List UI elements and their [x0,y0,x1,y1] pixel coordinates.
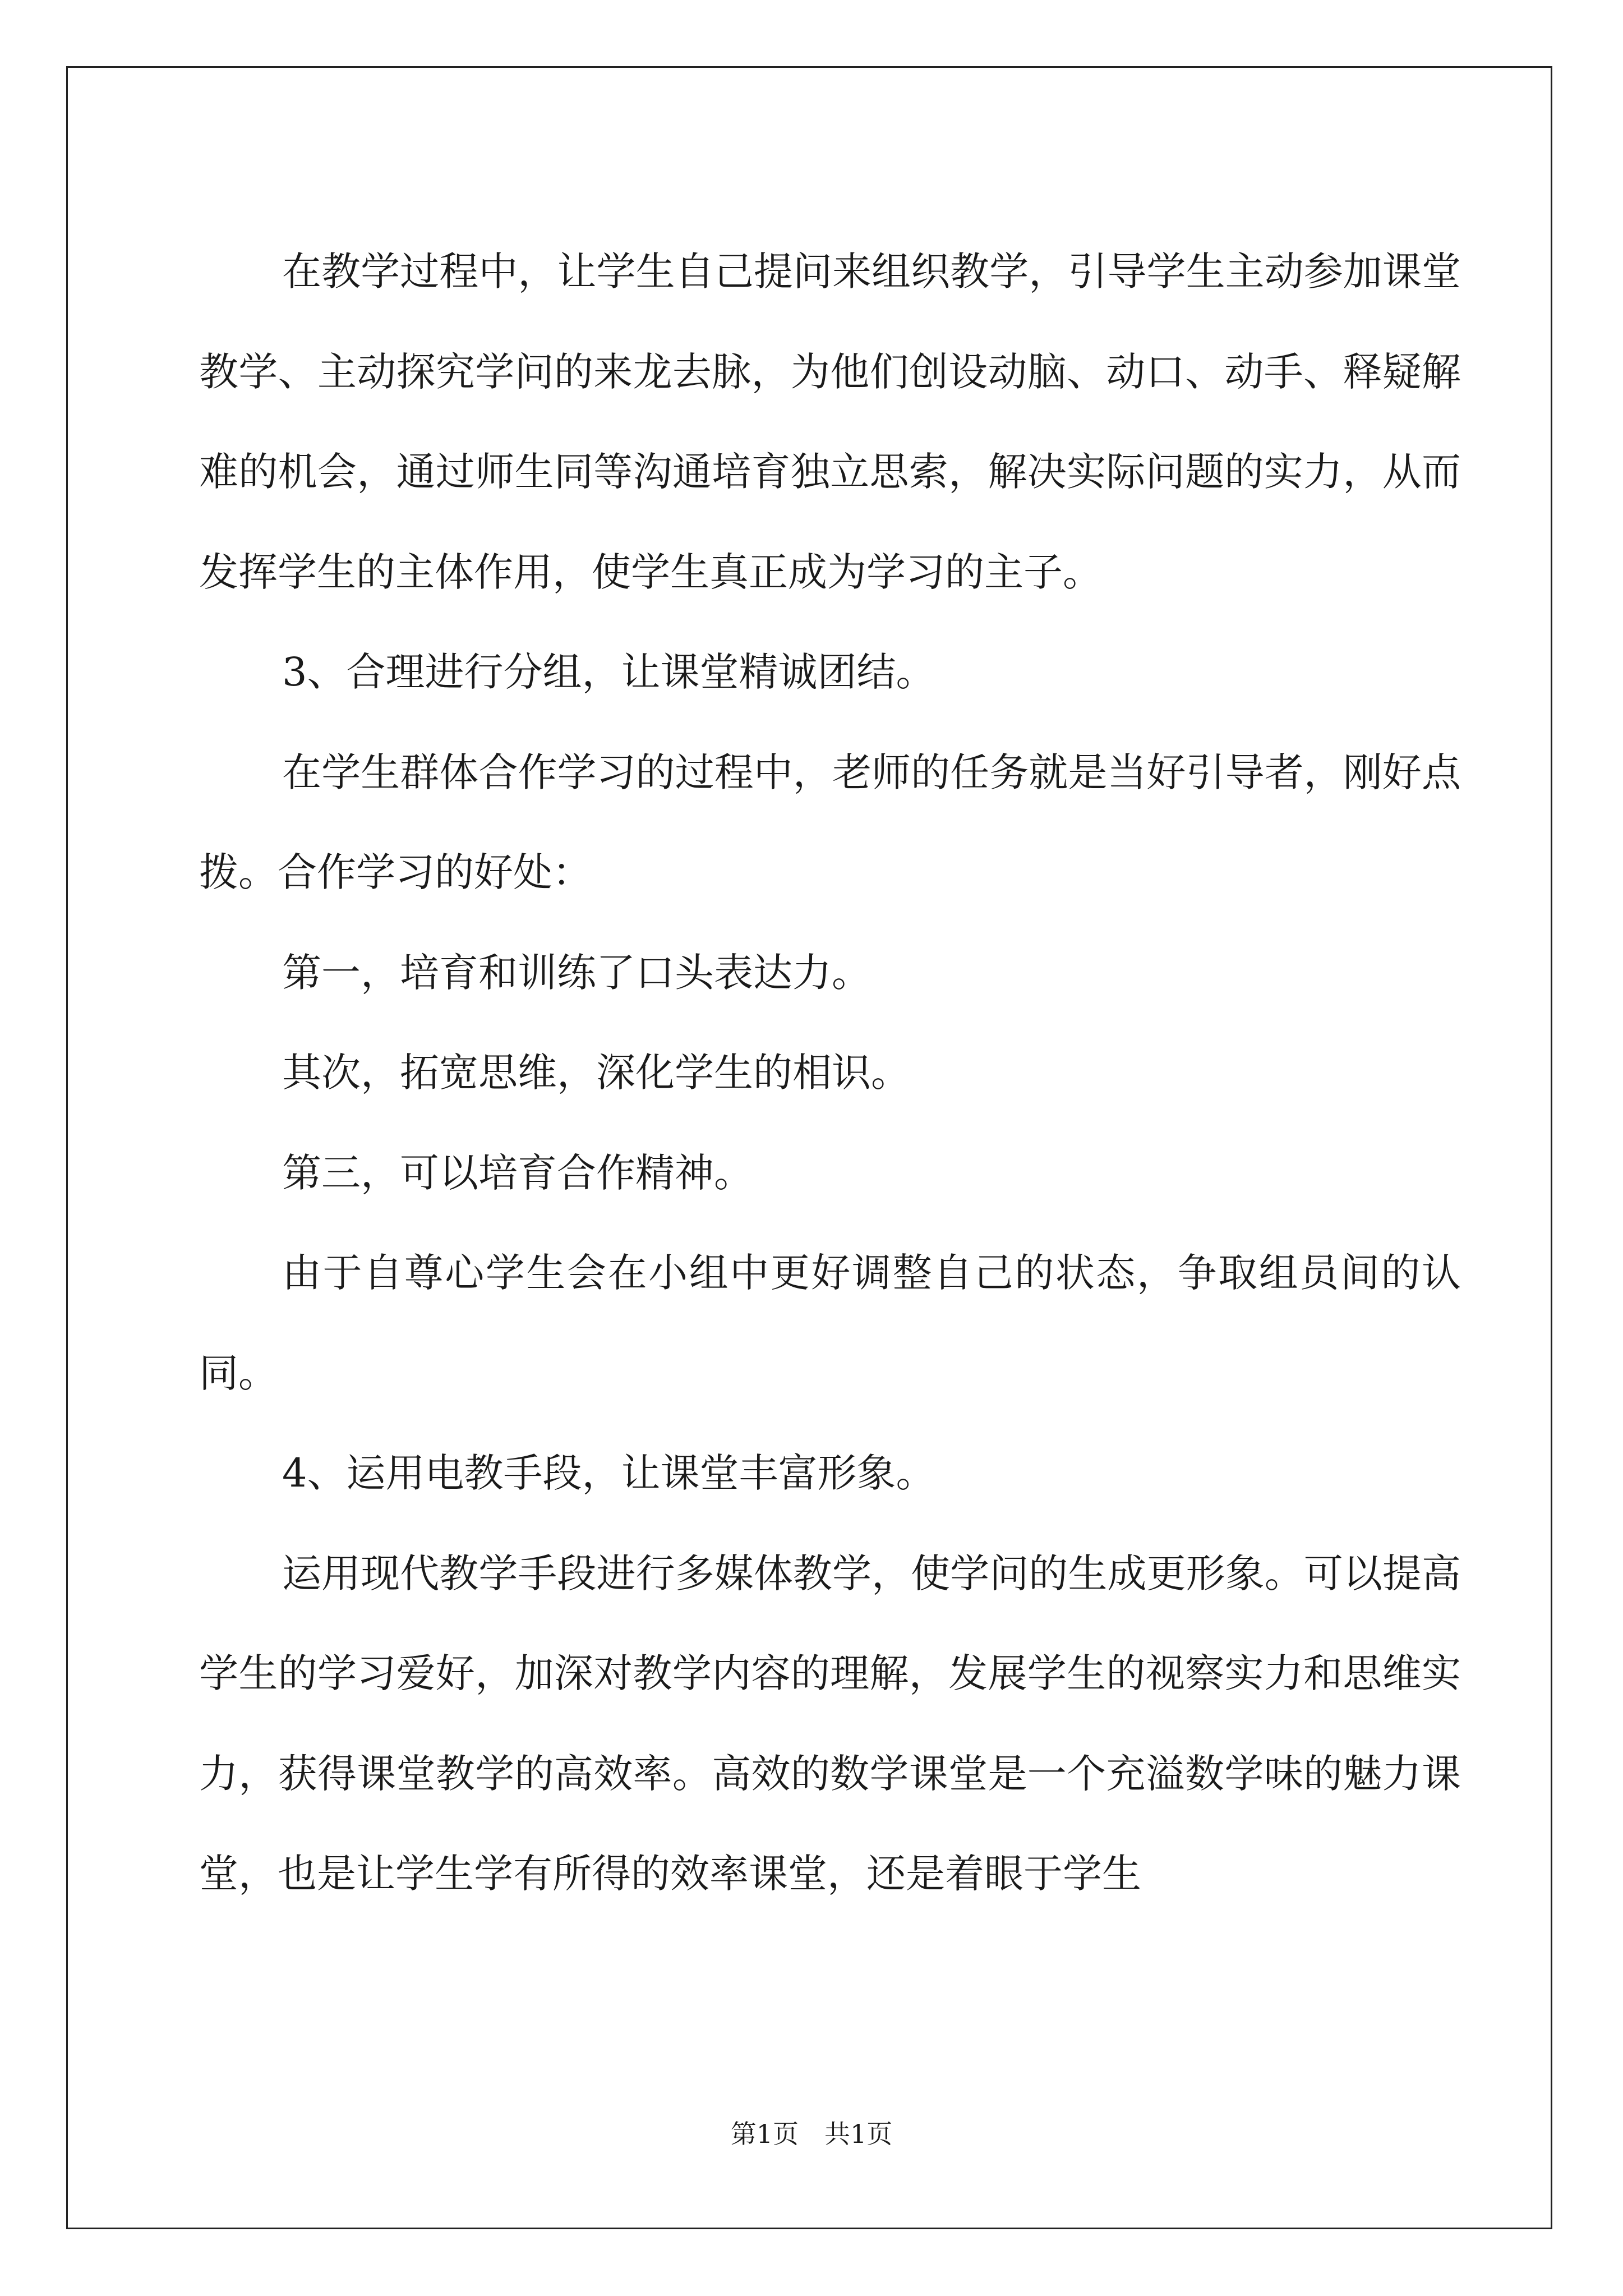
page-footer: 第1页 共1页 [730,2119,893,2149]
paragraph-9: 运用现代教学手段进行多媒体教学，使学问的生成更形象。可以提高学生的学习爱好，加深对教学内容的理解，发展学生的视察实力和思维实力，获得课堂教学的高效率。高效的数学课堂是一个充溢数学味的魅力课堂，也是让学生学有所得的效率课堂，还是着眼于学生 [199,1550,1461,1897]
paragraph-6: 第三，可以培育合作精神。 [282,1149,753,1196]
paragraph-3: 在学生群体合作学习的过程中，老师的任务就是当好引导者，刚好点拨。合作学习的好处： [199,749,1461,895]
paragraph-8: 4、运用电教手段，让课堂丰富形象。 [282,1450,935,1496]
paragraph-2: 3、合理进行分组，让课堂精诚团结。 [282,649,935,695]
document-body [199,222,1461,1924]
paragraph-4: 第一，培育和训练了口头表达力。 [282,949,871,996]
paragraph-1: 在教学过程中，让学生自己提问来组织教学，引导学生主动参加课堂教学、主动探究学问的来龙去脉，为他们创设动脑、动口、动手、释疑解难的机会，通过师生同等沟通培育独立思索，解决实际问题的实力，从而发挥学生的主体作用，使学生真正成为学习的主子。 [199,249,1461,595]
paragraph-5: 其次，拓宽思维，深化学生的相识。 [282,1050,910,1096]
paragraph-7: 由于自尊心学生会在小组中更好调整自己的状态，争取组员间的认同。 [199,1250,1461,1396]
